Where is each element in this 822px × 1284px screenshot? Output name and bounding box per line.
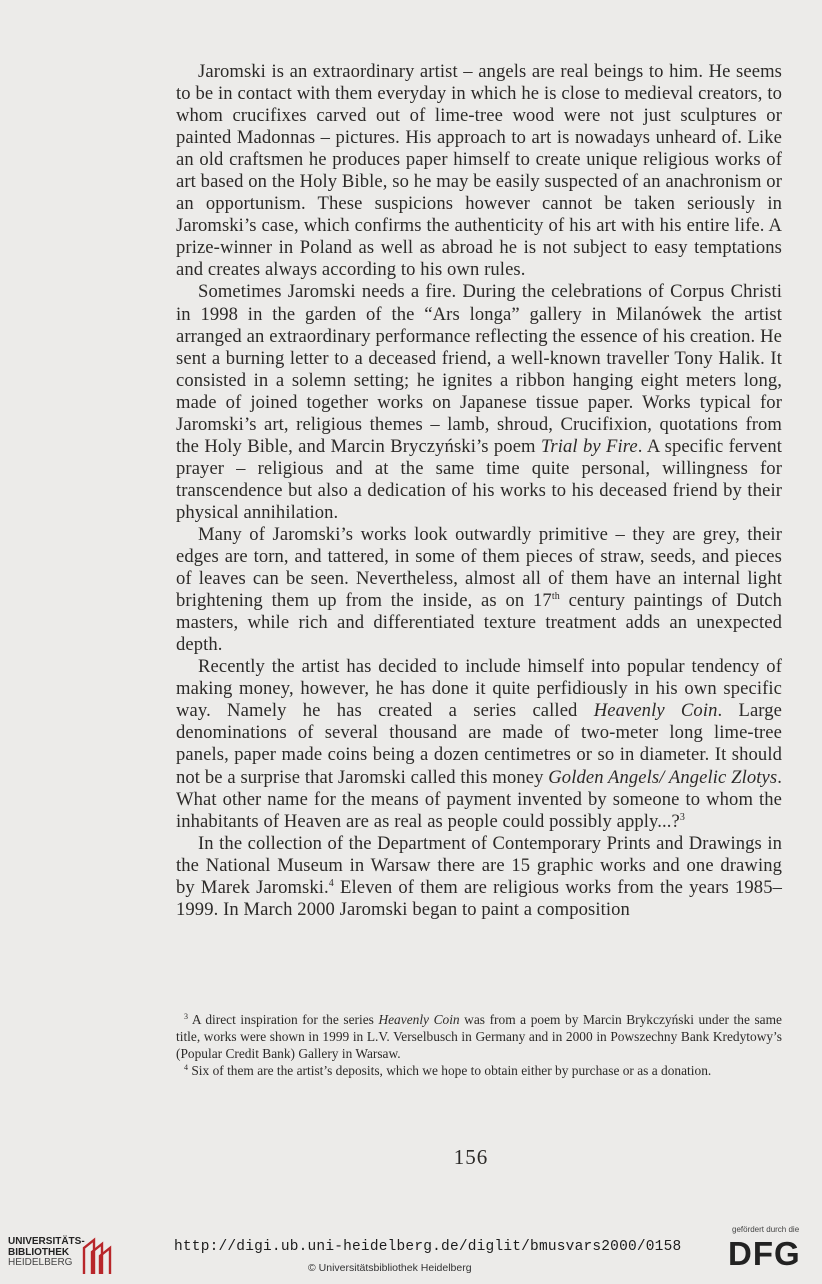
paragraph-5: In the collection of the Department of Contemporary Prints and Drawings in the National Museum in Warsaw there are 15 graphic works and one drawing by Marek Jaromski.$^4$ Eleven of them are religious works from the years 1985–1999. In March 2000 Jaromski began to paint a composition bbox=[176, 832, 782, 920]
paragraph-2: Sometimes Jaromski needs a fire. During the celebrations of Corpus Christi in 1998 in the garden of the “Ars longa” gallery in Milanówek the artist arranged an extraordinary performance reflecting the essence of his creation. He sent a burning letter to a deceased friend, a well-known traveller Tony Halik. It consisted in a solemn setting; he ignites a ribbon hanging eight meters long, made of joined together works on Japanese tissue paper. Works typical for Jaromski’s art, religious themes – lamb, shroud, Crucifixion, quotations from the Holy Bible, and Marcin Bryczyński’s poem Trial by Fire. A specific fervent prayer – religious and at the same time quite personal, willingness for transcendence but also a dedication of his works to his deceased friend by their physical annihilation. bbox=[176, 281, 782, 523]
footnote-ref-4[interactable]: 4 bbox=[328, 877, 334, 889]
paragraph-3: Many of Jaromski’s works look outwardly primitive – they are grey, their edges are torn, and tattered, in some of them pieces of straw, seeds, and pieces of leaves can be seen. Nevertheless, almost all of them have an internal light brightening them up from the inside, as on 17th century paintings of Dutch masters, while rich and differentiated texture treatment adds an unexpected depth. bbox=[176, 523, 783, 656]
digitization-footer bbox=[0, 1220, 822, 1284]
page-number: 156 bbox=[453, 1145, 489, 1169]
poem-title: Trial by Fire bbox=[540, 435, 638, 457]
footnote-4: $^4$ Six of them are the artist’s deposits, which we hope to obtain either by purchase or as a donation. bbox=[184, 1063, 712, 1078]
library-logo-text[interactable]: UNIVERSITÄTS- BIBLIOTHEK HEIDELBERG bbox=[8, 1236, 85, 1268]
footnote-ref-3[interactable]: 3 bbox=[679, 811, 685, 823]
library-mark-icon bbox=[80, 1234, 114, 1276]
series-title: Heavenly Coin bbox=[593, 700, 718, 722]
permalink-url[interactable]: http://digi.ub.uni-heidelberg.de/diglit/bmusvars2000/0158 bbox=[174, 1239, 682, 1255]
copyright-notice: © Universitätsbibliothek Heidelberg bbox=[308, 1262, 472, 1274]
body-text bbox=[176, 61, 782, 921]
dfg-logo[interactable]: DFG bbox=[728, 1235, 801, 1272]
money-name: Golden Angels/ Angelic Zlotys bbox=[548, 766, 778, 788]
funding-caption: gefördert durch die bbox=[732, 1225, 800, 1234]
paragraph-1: Jaromski is an extraordinary artist – angels are real beings to him. He seems to be in contact with them everyday in which he is close to medieval creators, to whom crucifixes carved out of lime-tree wood were not just sculptures or painted Madonnas – pictures. His approach to art is nowadays unheard of. Like an old craftsmen he produces paper himself to create unique religious works of art based on the Holy Bible, so he may be easily suspected of an anachronism or an opportunism. These suspicions however cannot be taken seriously in Jaromski’s case, which confirms the authenticity of his art with his entire life. A prize-winner in Poland as well as abroad he is not subject to easy temptations and creates always according to his own rules. bbox=[176, 61, 782, 281]
ordinal-suffix: th bbox=[551, 591, 560, 603]
paragraph-4: Recently the artist has decided to include himself into popular tendency of making money, however, he has done it quite perfidiously in his own specific way. Namely he has created a series called Heavenly Coin. Large denominations of several thousand are made of two-meter long lime-tree panels, paper made coins being a dozen centimetres or so in diameter. It should not be a surprise that Jaromski called this money Golden Angels/ Angelic Zlotys. What other name for the means of payment invented by someone to whom the inhabitants of Heaven are as real as people could possibly apply...?$^3$ bbox=[176, 656, 783, 832]
footnote-3: $^3$ A direct inspiration for the series Heavenly Coin was from a poem by Marcin Brykczyński under the same title, works were shown in 1999 in L.V. Verselbusch in Germany and in 2000 in Powszechny Bank Kredytowy’s (Popular Credit Bank) Gallery in Warsaw. bbox=[176, 1012, 782, 1061]
footnotes bbox=[176, 1011, 782, 1079]
